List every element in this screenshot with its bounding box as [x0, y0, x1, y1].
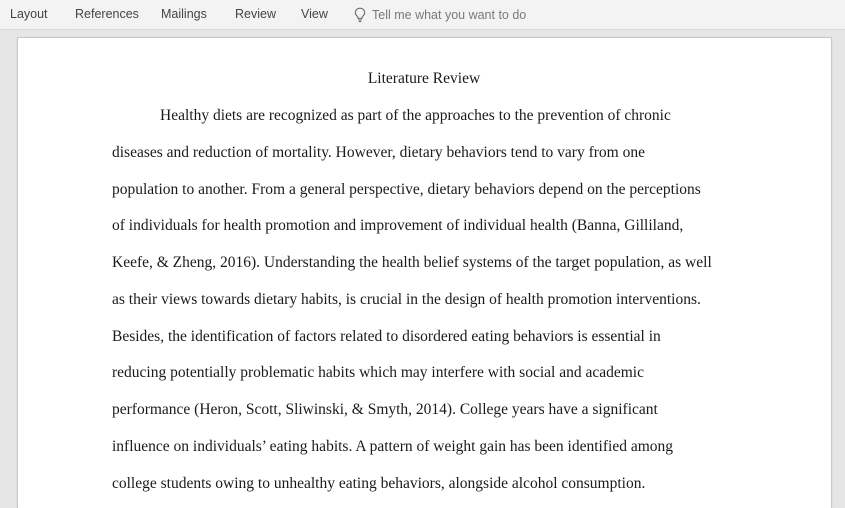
document-body[interactable]: [112, 64, 752, 492]
text-line: Besides, the identification of factors related to disordered eating behaviors is essential in: [112, 328, 661, 345]
page-title: Literature Review: [367, 70, 481, 87]
tab-references[interactable]: References: [75, 7, 139, 21]
text-line: reducing potentially problematic habits which may interfere with social and academic: [112, 364, 644, 381]
tell-me-search[interactable]: [354, 6, 526, 24]
lightbulb-icon: [354, 7, 366, 23]
tab-view[interactable]: View: [301, 7, 328, 21]
tell-me-placeholder: Tell me what you want to do: [372, 8, 527, 22]
text-line: of individuals for health promotion and improvement of individual health (Banna, Gilliland,: [112, 217, 684, 234]
text-line: influence on individuals’ eating habits. A pattern of weight gain has been identified among: [112, 438, 674, 455]
tab-mailings[interactable]: Mailings: [161, 7, 207, 21]
text-line: population to another. From a general perspective, dietary behaviors depend on the perceptions: [112, 181, 701, 198]
ribbon-tab-bar: [0, 0, 845, 30]
text-line: Keefe, & Zheng, 2016). Understanding the health belief systems of the target population, as well: [112, 254, 712, 271]
text-line: Healthy diets are recognized as part of the approaches to the prevention of chronic: [160, 107, 671, 124]
text-line: college students owing to unhealthy eating behaviors, alongside alcohol consumption.: [112, 475, 646, 492]
tab-layout[interactable]: Layout: [10, 7, 48, 21]
tab-review[interactable]: Review: [235, 7, 276, 21]
text-line: performance (Heron, Scott, Sliwinski, & Smyth, 2014). College years have a significant: [112, 401, 658, 418]
text-line: as their views towards dietary habits, is crucial in the design of health promotion interventions.: [112, 291, 701, 308]
text-line: diseases and reduction of mortality. However, dietary behaviors tend to vary from one: [112, 144, 645, 161]
